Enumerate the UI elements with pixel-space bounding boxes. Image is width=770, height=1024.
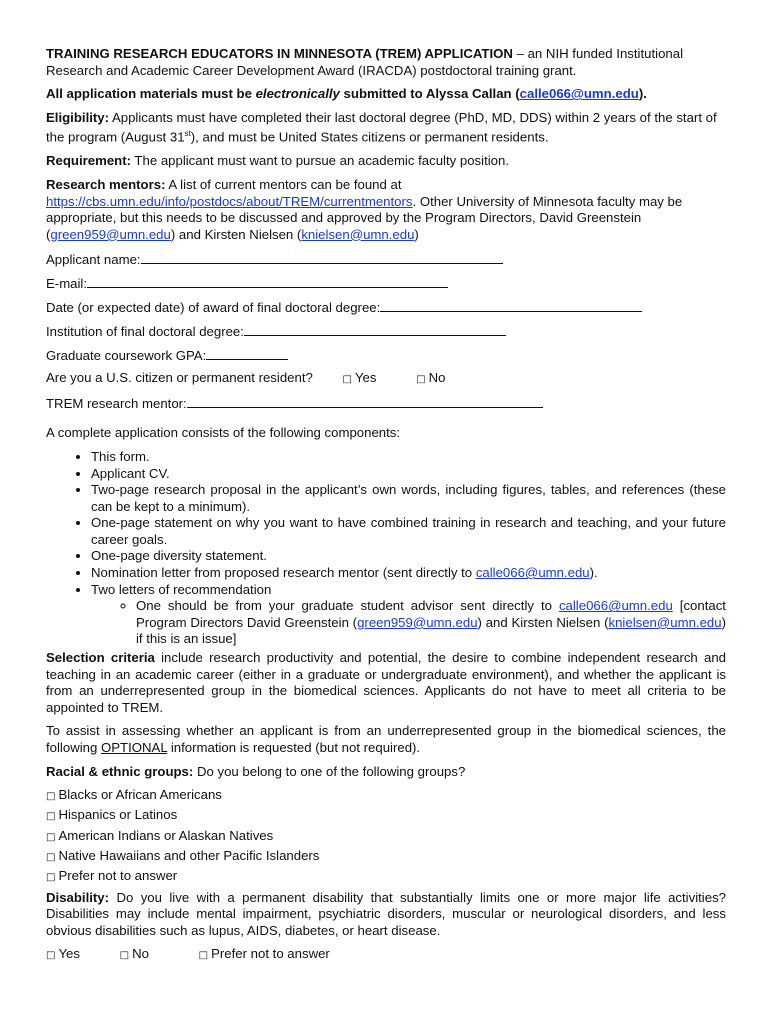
mentor-row [46, 394, 726, 411]
checkbox-icon[interactable]: □ [416, 374, 426, 386]
list-item [91, 565, 726, 582]
institution-label: Institution of final doctoral degree: [46, 324, 244, 340]
letters-sub-b: [contact Program Directors David Greenstein ( [136, 598, 726, 630]
mentor-label: TREM research mentor: [46, 396, 187, 412]
mentors-text-a: A list of current mentors can be found at [165, 176, 402, 192]
submission-note [46, 86, 726, 103]
selection-text: include research productivity and potential, the desire to combine independent research and teaching in an academic career (either in a graduate or undergraduate environment), and whether the applicant is from an underrepresented group in the biomedical sciences. Applicants do not have to meet all criteria to be appointed to TREM. [46, 650, 727, 715]
applicant-name-label: Applicant name: [46, 252, 141, 268]
assist-text-b: information is requested (but not required). [167, 740, 421, 756]
racial-text: Do you belong to one of the following groups? [193, 763, 466, 779]
advisor-email-link[interactable]: calle066@umn.edu [558, 598, 673, 614]
checkbox-icon[interactable]: □ [46, 851, 56, 863]
checkbox-icon[interactable]: □ [46, 831, 56, 843]
disability-yes-option[interactable] [46, 946, 80, 965]
citizen-yes-label: Yes [354, 370, 377, 386]
email-label: E-mail: [46, 276, 88, 292]
letters-sublist [91, 598, 726, 648]
checkbox-icon[interactable]: □ [198, 950, 209, 962]
institution-field[interactable] [244, 322, 506, 336]
disability-no-option[interactable] [120, 946, 149, 965]
submission-emphasis: electronically [255, 86, 340, 102]
racial-question [46, 764, 726, 781]
list-item [91, 582, 726, 648]
citizen-label: Are you a U.S. citizen or permanent resident? [46, 370, 313, 386]
list-item: • One-page diversity statement. [91, 548, 726, 565]
letters-sub-a: One should be from your graduate student advisor sent directly to [136, 598, 559, 614]
submission-prefix: All application materials must be [46, 86, 256, 102]
disability-yes-label: Yes [58, 946, 80, 962]
checkbox-icon[interactable]: □ [46, 811, 56, 823]
eligibility-sup: st [184, 129, 191, 139]
email-row [46, 274, 726, 291]
checkbox-icon[interactable]: □ [46, 950, 56, 962]
citizen-yes-option[interactable] [343, 370, 377, 389]
application-form [46, 46, 726, 970]
degree-date-row [46, 298, 726, 315]
eligibility-text-a: Applicants must have completed their last doctoral degree (PhD, MD, DDS) within 2 years of the start of the program (August 31 [46, 109, 717, 145]
selection-criteria [46, 650, 726, 716]
letters-sub-d: ) if this is an issue] [136, 614, 726, 647]
eligibility-text-b: ), and must be United States citizens or permanent residents. [190, 129, 549, 145]
checkbox-icon[interactable]: □ [46, 871, 56, 883]
assist-text-a: To assist in assessing whether an applicant is from an underrepresented group in the biomedical sciences, the following [46, 723, 726, 756]
gpa-row [46, 346, 726, 363]
list-item: • Two-page research proposal in the applicant’s own words, including figures, tables, and references (these can be kept to a minimum). [91, 482, 726, 515]
disability-label: Disability: [46, 889, 110, 905]
mentors-text-c: ) and Kirsten Nielsen ( [170, 226, 302, 242]
submission-middle: submitted to Alyssa Callan ( [339, 86, 520, 102]
list-item: • Applicant CV. [91, 466, 726, 483]
components-intro: A complete application consists of the following components: [46, 425, 401, 441]
racial-option-label: Hispanics or Latinos [58, 807, 178, 823]
letters-text: Two letters of recommendation [91, 581, 272, 597]
contact-email-link[interactable]: calle066@umn.edu [519, 86, 639, 102]
list-item: • This form. [91, 449, 726, 466]
email-field[interactable] [87, 274, 448, 288]
mentors-section [46, 177, 726, 243]
greenstein-email-link[interactable]: green959@umn.edu [50, 226, 171, 242]
disability-options-row [46, 946, 726, 963]
applicant-name-row [46, 250, 726, 267]
racial-option-label: American Indians or Alaskan Natives [58, 827, 274, 843]
mentors-url-link[interactable]: https://cbs.umn.edu/info/postdocs/about/TREM/currentmentors [46, 193, 413, 209]
institution-row [46, 322, 726, 339]
document-title [46, 46, 726, 79]
eligibility-label: Eligibility: [46, 109, 110, 125]
mentors-text-b: . Other University of Minnesota faculty may be appropriate, but this needs to be discussed and approved by the Program Directors, David Greenstein ( [46, 193, 683, 242]
disability-prefer-label: Prefer not to answer [211, 946, 330, 962]
citizen-no-option[interactable] [416, 370, 445, 389]
disability-question [46, 890, 726, 940]
citizen-row [46, 370, 726, 387]
submission-suffix: ). [638, 86, 647, 102]
racial-option[interactable] [46, 787, 726, 804]
letters-sub-c: ) and Kirsten Nielsen ( [477, 614, 609, 630]
disability-text: Do you live with a permanent disability that substantially limits one or more major life activities? Disabilities may include mental impairment, psychiatric disorders, muscular or neurological disorders, and less obvious disabilities such as lupus, AIDS, diabetes, or heart disease. [46, 889, 726, 938]
degree-date-label: Date (or expected date) of award of final doctoral degree: [46, 300, 381, 316]
list-item: • One-page statement on why you want to have combined training in research and teaching, and your future career goals. [91, 515, 726, 548]
nomination-text-a: Nomination letter from proposed research mentor (sent directly to [91, 565, 476, 581]
optional-word: OPTIONAL [100, 740, 168, 756]
nomination-email-link[interactable]: calle066@umn.edu [475, 565, 590, 581]
nielsen-email-link[interactable]: knielsen@umn.edu [301, 226, 415, 242]
mentors-label: Research mentors: [46, 176, 166, 192]
racial-label: Racial & ethnic groups: [46, 763, 194, 779]
components-list [46, 449, 726, 648]
greenstein-email-link[interactable]: green959@umn.edu [357, 614, 478, 630]
racial-option-label: Prefer not to answer [58, 867, 178, 883]
checkbox-icon[interactable]: □ [46, 791, 56, 803]
gpa-field[interactable] [206, 346, 288, 360]
racial-option[interactable] [46, 807, 726, 824]
title-description: – an NIH funded Institutional Research and Academic Career Development Award (IRACDA) postdoctoral training grant. [46, 46, 684, 78]
list-item [136, 598, 726, 648]
gpa-label: Graduate coursework GPA: [46, 348, 207, 364]
racial-option-label: Native Hawaiians and other Pacific Islanders [58, 847, 320, 863]
requirement-label: Requirement: [46, 153, 131, 169]
requirement-section [46, 153, 726, 170]
mentor-field[interactable] [187, 394, 543, 408]
mentors-text-d: ) [414, 226, 419, 242]
racial-option[interactable] [46, 828, 726, 845]
disability-no-label: No [132, 946, 149, 962]
racial-option[interactable] [46, 868, 726, 885]
eligibility-section [46, 110, 726, 147]
requirement-text: The applicant must want to pursue an academic faculty position. [131, 153, 510, 169]
racial-option-label: Blacks or African Americans [58, 787, 222, 803]
checkbox-icon[interactable]: □ [342, 374, 352, 386]
nomination-text-b: ). [589, 565, 598, 581]
checkbox-icon[interactable]: □ [119, 950, 130, 962]
nielsen-email-link[interactable]: knielsen@umn.edu [608, 614, 722, 630]
disability-prefer-option[interactable] [199, 946, 330, 965]
title-bold: TRAINING RESEARCH EDUCATORS IN MINNESOTA (TREM) APPLICATION [46, 46, 513, 61]
applicant-name-field[interactable] [141, 250, 503, 264]
degree-date-field[interactable] [380, 298, 642, 312]
citizen-no-label: No [428, 370, 446, 386]
optional-info-note [46, 723, 726, 756]
selection-label: Selection criteria [46, 650, 155, 666]
racial-option[interactable] [46, 848, 726, 865]
